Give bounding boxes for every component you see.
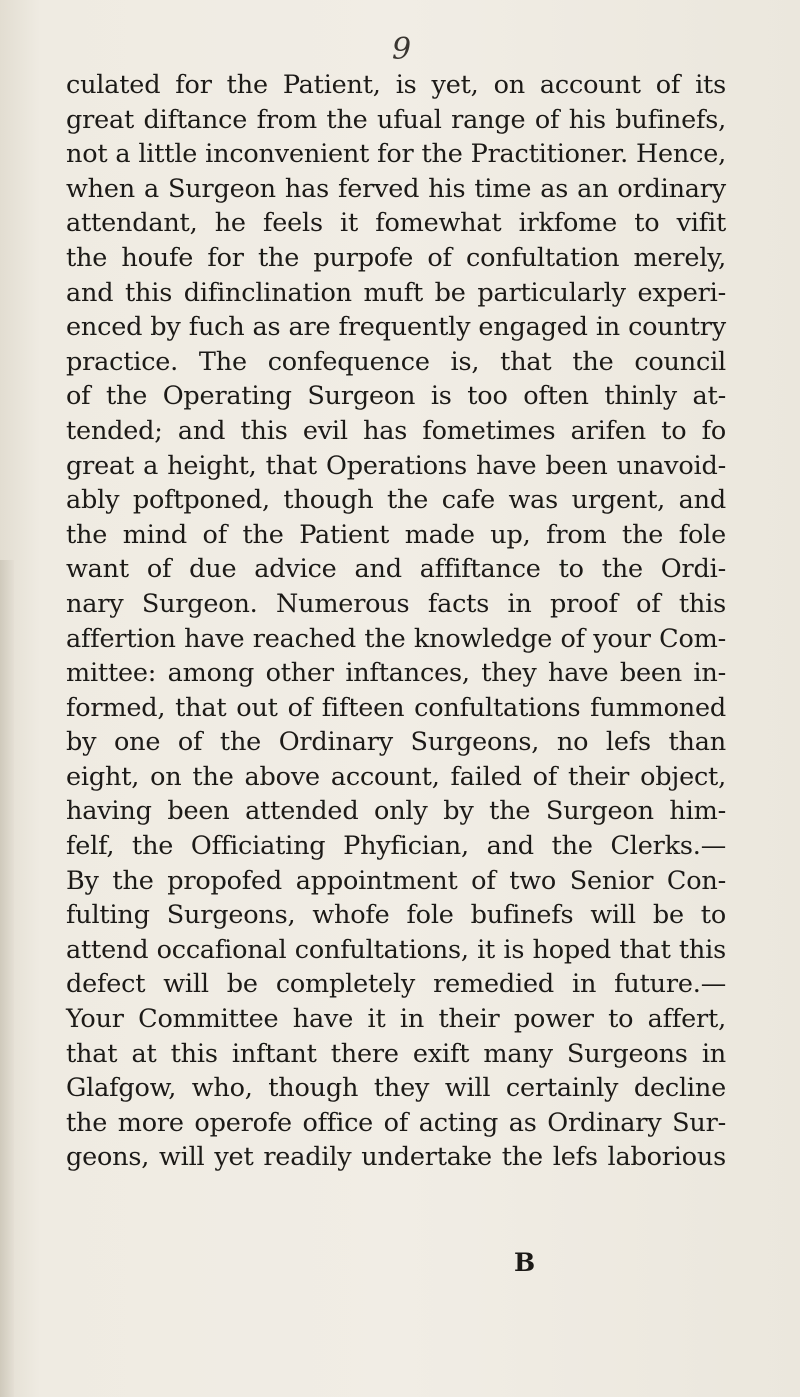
- text-line: defect will be completely remedied in future.—: [66, 969, 726, 1000]
- text-line: ably poftponed, though the cafe was urgent, and: [66, 485, 726, 516]
- text-line: fulting Surgeons, whofe fole bufinefs will be to: [66, 900, 726, 931]
- text-line: Glafgow, who, though they will certainly decline: [66, 1073, 726, 1104]
- text-line: that at this inftant there exift many Surgeons in: [66, 1038, 726, 1069]
- text-line: eight, on the above account, failed of their object,: [66, 761, 726, 792]
- text-line: tended; and this evil has fometimes arifen to fo: [66, 415, 726, 446]
- text-line: of the Operating Surgeon is too often thinly at-: [66, 381, 726, 412]
- text-line: By the propofed appointment of two Senior Con-: [66, 865, 726, 896]
- text-line: enced by fuch as are frequently engaged in country: [66, 312, 726, 343]
- signature-mark: B: [514, 1248, 536, 1277]
- text-line: felf, the Officiating Phyfician, and the Clerks.—: [66, 831, 726, 862]
- text-line: and this difinclination muft be particularly experi-: [66, 277, 726, 308]
- text-line: Your Committee have it in their power to affert,: [66, 1004, 726, 1035]
- text-line: nary Surgeon. Numerous facts in proof of this: [66, 588, 726, 619]
- text-line: great diftance from the ufual range of his bufinefs,: [66, 104, 726, 135]
- text-line: want of due advice and affiftance to the Ordi-: [66, 554, 726, 585]
- text-line: when a Surgeon has ferved his time as an ordinary: [66, 173, 726, 204]
- text-line: having been attended only by the Surgeon him-: [66, 796, 726, 827]
- text-line: by one of the Ordinary Surgeons, no lefs than: [66, 727, 726, 758]
- text-line: the houfe for the purpofe of confultation merely,: [66, 242, 726, 273]
- text-line: formed, that out of fifteen confultations fummoned: [66, 692, 726, 723]
- body-text: [66, 68, 726, 1175]
- text-line: geons, will yet readily undertake the lefs laborious: [66, 1142, 726, 1173]
- text-line: great a height, that Operations have been unavoid-: [66, 450, 726, 481]
- text-line: attend occafional confultations, it is hoped that this: [66, 934, 726, 965]
- text-line: not a little inconvenient for the Practitioner. Hence,: [66, 139, 726, 170]
- text-line: affertion have reached the knowledge of your Com-: [66, 623, 726, 654]
- text-line: the more operofe office of acting as Ordinary Sur-: [66, 1107, 726, 1138]
- page-binding-edge: [0, 560, 14, 1397]
- text-line: attendant, he feels it fomewhat irkfome to vifit: [66, 208, 726, 239]
- text-line: mittee: among other inftances, they have been in-: [66, 658, 726, 689]
- page-number: 9: [392, 32, 412, 67]
- text-line: practice. The confequence is, that the council: [66, 346, 726, 377]
- text-line: the mind of the Patient made up, from the fole: [66, 519, 726, 550]
- text-line: culated for the Patient, is yet, on account of its: [66, 70, 726, 100]
